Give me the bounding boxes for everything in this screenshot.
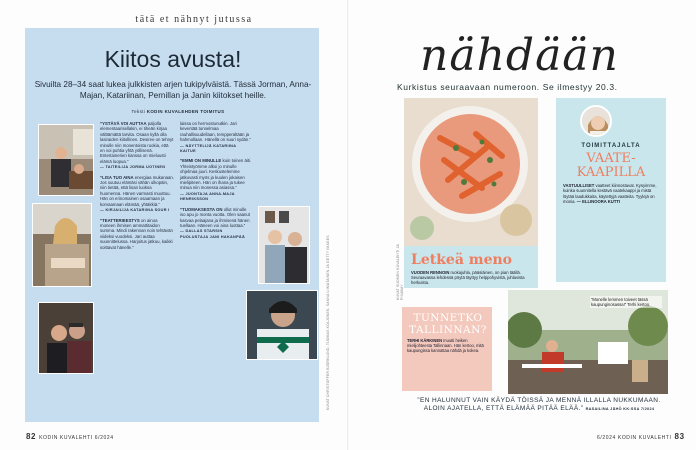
page-gutter: [347, 0, 349, 450]
tallinn-card-body: [407, 338, 489, 353]
page-title: Kiitos avusta!: [104, 46, 242, 72]
text-column-2: [180, 121, 252, 244]
quote-signature: — JUONTAJA ANNA-MAJA HENRIKSSON: [180, 191, 235, 202]
text-credit: [78, 109, 278, 114]
quote-lead: ”YSTÄVÄ VOI AUTTAA: [100, 121, 147, 126]
right-folio: [597, 432, 685, 441]
quote-lead: ”TEATTERIEESTYS: [100, 217, 140, 223]
editor-card-body: [563, 183, 659, 204]
jorma-photo-image: [39, 125, 94, 196]
feature-card-title: Letkeä meno: [411, 252, 513, 268]
editor-card-signature: — ELLINOORA KUTTI: [576, 198, 621, 204]
editor-portrait: [580, 105, 612, 137]
left-photo-credit: KUVAT CHRISTOFFER BJÖRKLUND, TUOMAS KOLJONEN, SANNA LIIMATAINEN JA GETTY IMAGES: [326, 235, 330, 410]
quote-block-3: [100, 218, 174, 250]
feature-card-text: ruokajuhla, pääsiäinen, on pian täällä. Seuraavassa lehdessä pöytä täyttyy helppohyvistä, juhlavista herkuista.: [411, 270, 525, 286]
quote-block-5: [180, 158, 252, 202]
quote-block-2: [100, 175, 174, 214]
quote-block-6: [180, 207, 252, 240]
quote-block-4: [180, 121, 252, 154]
editor-card-label: TOIMITTAJALTA: [581, 143, 641, 149]
terrace-photo-caption: ”Monelle lemmen toiveet tässä kaupunginosassa!” Terhi kertoo.: [590, 296, 662, 308]
page-number: 83: [674, 432, 685, 441]
tallinn-card-title: TUNNETKO TALLINNAN?: [409, 312, 487, 336]
quote-text: on ainoa moneen ihmisen ammattitaidon summa. Mindi rakennan noin tehtävän viideksi vuodeksi. Jari auttaa suunnittelussa. Harjoitus jatkuu, kaikki soittavat hänelle.”: [100, 217, 173, 250]
page-number: 82: [26, 432, 37, 441]
photo-jari: [38, 302, 94, 374]
photo-anna-maja: [258, 206, 310, 284]
katariina-photo-image: [33, 204, 92, 287]
anna-maja-photo-image: [259, 207, 310, 284]
tallinn-card-text: muutti heiken mielijohteesta Tallinnaan. Hän kertoo, mitä kaupungissa kannattaa nähdä ja kokea.: [407, 338, 484, 354]
editor-card-title: VAATE-KAAPILLA: [576, 151, 646, 180]
quote-block-1: [100, 121, 174, 171]
magazine-issue: KODIN KUVALEHTI 6/2024: [39, 435, 114, 441]
next-issue-title: nähdään: [420, 30, 619, 81]
quote-text: kuin toinen äiti. Yhteistyömme alkoi jo minulle ohjelmaa juuri. Keskustelemme jatkuvasti myös ja kuulen jokaisen mielipiteen. Hän on ihana ja tukee minua niin monessa asiassa.”: [180, 158, 252, 191]
jani-photo-image: [247, 291, 318, 360]
photo-jani-hakanpaa: [246, 290, 318, 360]
quote-lead: ”EMMI ON MINULLE: [180, 158, 222, 164]
editor-card-lead: VASTUULLISET: [563, 183, 595, 188]
right-photo-credit: KUVAT SUOMEN KUVALEHTI JA PIXABAY: [396, 244, 404, 300]
quote-text: energiaa mukanaan. Jos suutuu elämäsi vähän ulkopäin, niin tietää, että lisan luoksa huomenna. Hänen varmasti muuttuu. Hän on erinomainen osaamaan ja korvaamaan elämää, yhtäkkiä.”: [100, 174, 174, 207]
food-photo: [404, 98, 538, 246]
tallinn-card-lead: TERHI KÄRKINEN: [407, 338, 443, 343]
intro-text: Sivuilta 28–34 saat lukea julkkisten arjen tukipylväistä. Tässä Jorman, Anna-Majan, Katariinan, Pernillan ja Janin kiitokset heille.: [34, 80, 312, 100]
photo-katariina-souri: [32, 203, 92, 287]
feature-card-lead: VUODEN RENNOIN: [411, 270, 450, 275]
magazine-issue: 6/2024 KODIN KUVALEHTI: [597, 435, 672, 441]
quote-lead: ”TUOMAKSESTA ON: [180, 206, 223, 212]
pull-quote-source: RASAILINA JÄHÖ KK:SSA 7/2024: [585, 407, 655, 411]
photo-jorma-uotinen: [38, 124, 94, 196]
pull-quote-text: ”EN HALUNNUT VAIN KÄYDÄ TÖISSÄ JA MENNÄ ILLALLA NUKKUMAAN. ALOIN AJATELLA, ETTÄ ELÄMÄÄ PITÄÄ ELÄÄ.”: [417, 397, 661, 412]
quote-signature: — TAITEILIJA JORMA UOTINEN: [100, 165, 166, 170]
carrot-dish-image: [404, 98, 538, 246]
terrace-photo: [508, 290, 668, 394]
credit-name: KODIN KUVALEHDEN TOIMITUS: [146, 109, 225, 114]
next-issue-subtitle: Kurkistus seuraavaan numeroon. Se ilmestyy 20.3.: [397, 82, 618, 92]
jari-photo-image: [39, 303, 94, 374]
credit-label: Teksti: [131, 109, 146, 114]
feature-card-body: [411, 270, 533, 286]
text-column-1: [100, 121, 174, 254]
quote-text: laissa on hermostunutkin. Jari keventää tunnelmaa rauhallisuudellaan, tempperaltään ja hahmollaan. Hänellä on suuri sydän.”: [180, 121, 251, 143]
quote-text: paljolla elementaarisellakin, ei tiheän kirjaa välttämättä tarvita. Osaan kyllä olla lasiraiden kiitollinen. Desiree on tehnyt minulle niin monentoista ruokia, että en voi puhtia yhtä yöllisenä. Entertainerien kanssa on mieluusti elämä luopua.”: [100, 121, 174, 164]
editor-card-text: vaatteet kiinnostavat. Kysyimme, kuinka suunnitella kestävä vaatekaappi ja mistä löytää laadukkaita, käytettyjä vaatteita. Tyylejä on monia.: [563, 183, 657, 204]
quote-signature: — NÄYTTELIJÄ KATARIINA KAITUE: [180, 143, 237, 154]
section-kicker: tätä et nähnyt jutussa: [135, 14, 253, 25]
left-folio: [26, 432, 114, 441]
quote-lead: ”LISA TUO AINA: [100, 174, 134, 180]
quote-signature: — KIRJAILIJA KATARIINA SOUR I: [100, 208, 170, 213]
pull-quote: [410, 397, 668, 413]
quote-signature: — DALLAS STARSIN PUOLUSTAJA JANI HAKANPÄÄ: [180, 229, 245, 239]
quote-text: ollut minulle iso apu jo monta vuotta. Olen saanut kasvaa pelaajana ja ihmisenä hänen tuellaan. Häneen voi aina luottaa.”: [180, 206, 250, 228]
